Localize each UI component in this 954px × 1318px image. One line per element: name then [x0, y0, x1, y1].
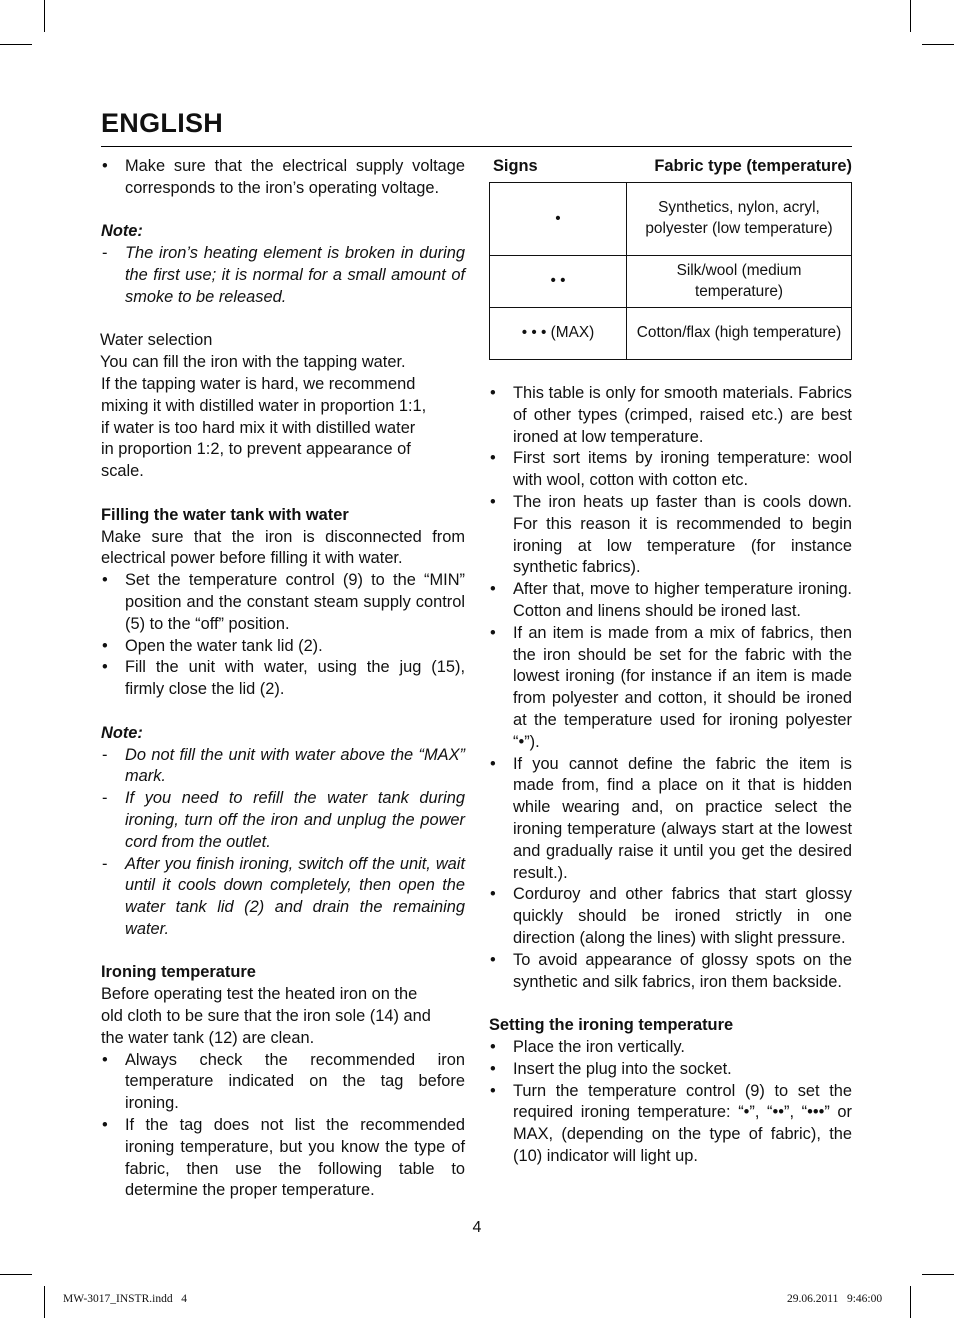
list-item: • Set the temperature control (9) to the “MIN” position and the constant steam supply control (5) to the “off” position. — [101, 570, 465, 635]
table-header — [489, 156, 852, 182]
sign-cell: • — [490, 183, 627, 256]
text-line: mixing it with distilled water in proportion 1:1, — [101, 396, 427, 415]
tips-list — [489, 383, 852, 993]
title-divider — [101, 146, 852, 147]
text-line: scale. — [101, 462, 144, 481]
list-item: • Fill the unit with water, using the jug (15), firmly close the lid (2). — [101, 657, 465, 701]
section-heading: Setting the ironing temperature — [489, 1016, 734, 1035]
crop-mark — [0, 44, 32, 45]
left-column — [101, 156, 465, 1202]
list-item: • Turn the temperature control (9) to set the required ironing temperature: “•”, “••”, “•••” or MAX, (depending on the type of fabric), the (10) indicator will light up. — [489, 1081, 852, 1168]
list-item: • The iron heats up faster than is cools down. For this reason it is recommended to begin ironing at low temperature (for instance synthetic fabrics). — [489, 492, 852, 579]
footer-datetime: 29.06.2011 9:46:00 — [787, 1293, 883, 1305]
table-row — [490, 183, 852, 256]
list-item: • After that, move to higher temperature ironing. Cotton and linens should be ironed last. — [489, 579, 852, 623]
paragraph: Make sure that the iron is disconnected from electrical power before filling it with water. — [101, 527, 465, 568]
page-title: ENGLISH — [101, 108, 224, 138]
text-line: You can fill the iron with the tapping water. — [100, 353, 406, 372]
list-item: • First sort items by ironing temperature: wool with wool, cotton with cotton etc. — [489, 448, 852, 492]
note-item: - The iron’s heating element is broken in during the first use; it is normal for a small amount of smoke to be released. — [101, 243, 465, 308]
note-item: - After you finish ironing, switch off the unit, wait until it cools down completely, then open the water tank lid (2) and drain the remaining water. — [101, 854, 465, 941]
sign-cell: • • — [490, 256, 627, 308]
note-label: Note: — [101, 723, 143, 742]
list-item: • Always check the recommended iron temperature indicated on the tag before ironing. — [101, 1050, 465, 1115]
list-item: • Open the water tank lid (2). — [101, 636, 465, 658]
table-row — [490, 256, 852, 308]
crop-mark — [922, 1274, 954, 1275]
fabric-cell: Silk/wool (medium temperature) — [627, 256, 852, 308]
list-item: • To avoid appearance of glossy spots on the synthetic and silk fabrics, iron them backside. — [489, 950, 852, 994]
footer-file: MW-3017_INSTR.indd 4 — [63, 1293, 187, 1305]
page-number: 4 — [472, 1219, 482, 1236]
crop-mark — [0, 1274, 32, 1275]
ironing-list — [101, 1050, 465, 1203]
section-heading: Filling the water tank with water — [101, 505, 349, 524]
fabric-cell: Synthetics, nylon, acryl, polyester (low temperature) — [627, 183, 852, 256]
text-line: Before operating test the heated iron on the — [101, 985, 418, 1004]
section-heading: Ironing temperature — [101, 963, 256, 982]
water-selection-block — [101, 330, 465, 483]
fabric-type-header: Fabric type (temperature) — [654, 157, 852, 175]
list-item: • If the tag does not list the recommended ironing temperature, but you know the type of fabric, then use the following table to determine the proper temperature. — [101, 1115, 465, 1202]
setting-list — [489, 1037, 852, 1168]
crop-mark — [922, 44, 954, 45]
text-line: if water is too hard mix it with distilled water — [101, 418, 416, 437]
sign-cell: • • • (MAX) — [490, 308, 627, 360]
text-line: in proportion 1:2, to prevent appearance of — [101, 440, 411, 459]
list-item: • Insert the plug into the socket. — [489, 1059, 852, 1081]
fabric-cell: Cotton/flax (high temperature) — [627, 308, 852, 360]
crop-mark — [44, 1286, 45, 1318]
signs-header: Signs — [493, 157, 538, 175]
crop-mark — [910, 1286, 911, 1318]
crop-mark — [910, 0, 911, 32]
note-list — [101, 243, 465, 308]
table-row — [490, 308, 852, 360]
note-item: - If you need to refill the water tank during ironing, turn off the iron and unplug the power cord from the outlet. — [101, 788, 465, 853]
water-selection-heading: Water selection — [100, 331, 213, 350]
list-item: • If you cannot define the fabric the item is made from, find a place on it that is hidden while wearing and, on practice select the ironing temperature (always start at the lowest and gradually raise it until you get the desired result.). — [489, 754, 852, 885]
list-item: • This table is only for smooth materials. Fabrics of other types (crimped, raised etc.) are best ironed at low temperature. — [489, 383, 852, 448]
note-label: Note: — [101, 222, 143, 241]
list-item: • Make sure that the electrical supply voltage corresponds to the iron’s operating voltage. — [101, 156, 465, 200]
right-column — [489, 156, 852, 1168]
note-list — [101, 745, 465, 941]
text-line: the water tank (12) are clean. — [101, 1028, 315, 1047]
filling-list — [101, 570, 465, 701]
note-item: - Do not fill the unit with water above the “MAX” mark. — [101, 745, 465, 789]
list-item: • If an item is made from a mix of fabrics, then the iron should be set for the fabric with the lowest ironing (for instance if an item is made from polyester and cotton, it should be ironed at the temperature used for ironing polyester “•”). — [489, 623, 852, 754]
list-item: • Corduroy and other fabrics that start glossy quickly should be ironed strictly in one direction (along the lines) with slight pressure. — [489, 884, 852, 949]
temperature-table — [489, 182, 852, 360]
list-item: • Place the iron vertically. — [489, 1037, 852, 1059]
intro-list — [101, 156, 465, 200]
text-line: old cloth to be sure that the iron sole (14) and — [101, 1007, 431, 1026]
text-line: If the tapping water is hard, we recommend — [101, 374, 416, 393]
crop-mark — [44, 0, 45, 32]
